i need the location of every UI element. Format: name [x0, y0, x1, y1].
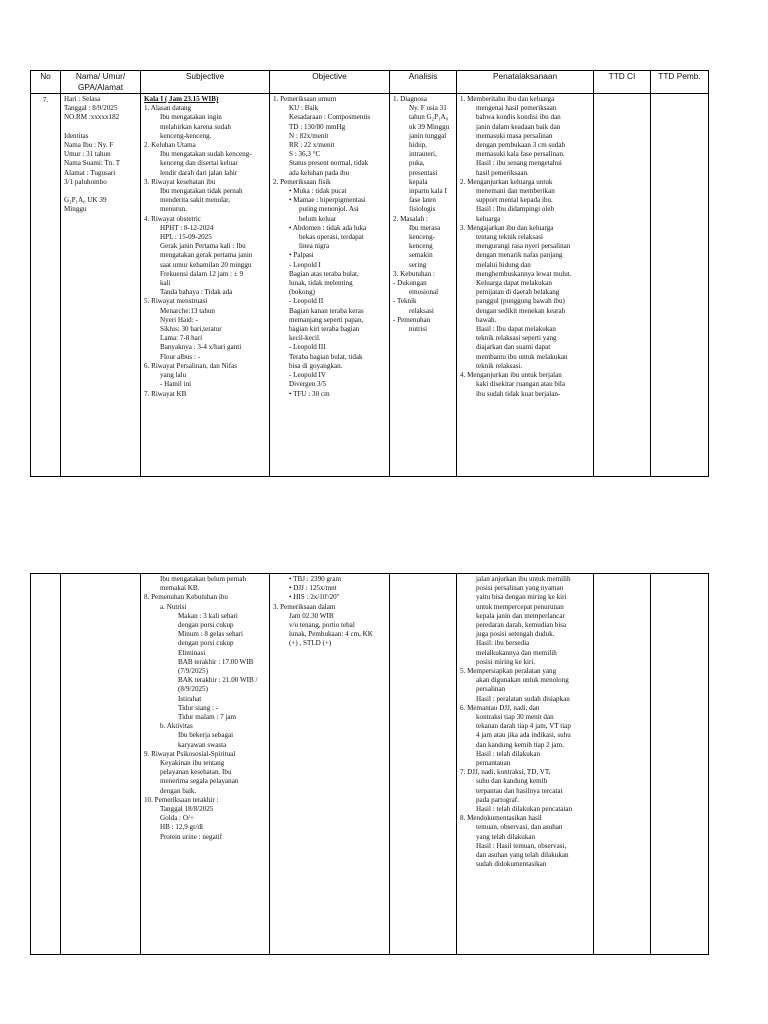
text-line: kenceng-kenceng. [160, 131, 212, 140]
text-line: kecil-kecil. [289, 334, 321, 343]
text-line: emosional [409, 288, 439, 297]
text-line: dengan baik. [160, 786, 197, 795]
text-line: keluarga [476, 214, 501, 223]
header-objective: Objective [270, 71, 390, 94]
text-line: - Teknik [393, 297, 417, 306]
text-line: dengan menarik nafas panjang [476, 251, 563, 260]
text-line: HB : 12,9 gr/dl [160, 823, 203, 832]
text-line: posisi persalinan yang nyaman [476, 584, 564, 593]
text-line: Lama: 7-8 hari [160, 334, 203, 343]
text-line: persalinan [476, 685, 506, 694]
text-line: dan asuhan yang telah dilakukan [476, 851, 569, 860]
analisis-content [390, 94, 456, 334]
text-line: bekas operasi, terdapat [299, 233, 364, 242]
text-line: janin dalam keadaan baik dan [476, 122, 561, 131]
text-line: dengan porsi cukup [178, 639, 234, 648]
text-line: Nama Ibu : Ny. F [64, 141, 114, 150]
text-line: - Hamil ini [160, 380, 192, 389]
text-line: tekanan darah tiap 4 jam, VT tiap [476, 722, 571, 731]
text-line: Istirahat [178, 694, 202, 703]
text-line: Ibu mengatakan belum pernah [160, 575, 247, 583]
text-line: dengan porsi cukup [178, 621, 234, 630]
text-line: Bagian atas teraba bulat, [289, 269, 359, 278]
text-line: intrauteri, [409, 150, 437, 159]
text-line [64, 123, 137, 132]
text-line: puting menonjol. Asi [299, 205, 359, 214]
text-line: 1. Diagnosa [393, 95, 427, 103]
text-line: melalui hidung dan [476, 260, 531, 269]
text-line: ibu sudah tidak kuat berjalan- [476, 389, 561, 398]
text-line: dan kandung kemih tiap 2 jam. [476, 740, 564, 749]
text-line: KU : Baik [289, 104, 319, 113]
text-line: memakai KB. [160, 584, 200, 593]
penatalaksanaan-content [457, 94, 593, 399]
table-row [31, 94, 709, 477]
text-line: sering [409, 260, 427, 269]
text-line: yang lalu [160, 371, 187, 380]
text-line: sudah didokumentasikan [476, 860, 547, 869]
text-line: melahirkan karena sudah [160, 122, 231, 131]
text-line: linea nigra [299, 242, 330, 251]
text-line: janin tunggal [409, 131, 447, 140]
text-line: kenceng [409, 242, 433, 251]
text-line: Nyeri Haid: - [160, 315, 198, 324]
text-line: 1. Pemeriksaan umum [273, 95, 337, 103]
analisis-cell [390, 94, 457, 477]
subjective-cell [141, 574, 270, 955]
text-line: - Leopold I [289, 260, 321, 269]
text-line: Kesadaraan : Composmentis [289, 113, 371, 122]
text-line: Nama Suami: Tn. T [64, 159, 121, 168]
text-line: 2. Menganjurkan keluarga untuk [460, 177, 553, 186]
text-line: 3. Kebutuhan : [393, 269, 435, 278]
text-line: v/u tenang, portio tebal [289, 621, 355, 630]
header-penatalaksanaan: Penatalaksanaan [457, 71, 594, 94]
text-line: kepala janin dan memperlancar [476, 611, 565, 620]
text-line: HPHT : 8-12-2024 [160, 223, 214, 232]
text-line: dengan sedikit menekan kearah [476, 306, 566, 315]
text-line: Hasil: ibu bersedia [476, 639, 530, 648]
text-line: 3. Mengajarkan ibu dan keluarga [460, 223, 554, 232]
text-line: a. Nutrisi [160, 602, 187, 611]
text-line: bahwa kondis kondisi ibu dan [476, 113, 561, 122]
text-line: S : 36,3 °C [289, 150, 321, 159]
text-line: Jam 02.30 WIB [289, 611, 334, 620]
text-line: Ibu mengatakan sudah kenceng- [160, 150, 252, 159]
text-line: membantu ibu untuk melakukan [476, 352, 568, 361]
text-line: 7. Riwayat KB [144, 389, 187, 398]
header-row [31, 71, 709, 94]
text-line: (bokong) [289, 288, 316, 297]
text-line: Divergen 3/5 [289, 380, 327, 389]
text-line: melalkukannya dan memilih [476, 648, 557, 657]
text-line: Golda : O/+ [160, 814, 194, 823]
penatalaksanaan-content [457, 574, 593, 870]
text-line: • TBJ : 2390 gram [289, 575, 342, 583]
text-line: temuan, observasi, dan asuhan [476, 823, 563, 832]
text-line: teknik relaksasi seperti yang [476, 334, 557, 343]
text-line: terpantau dan hasilnya tercatat [476, 786, 563, 795]
text-line: pada partograf. [476, 795, 519, 804]
text-line: • Mamae : hiperpigmentasi [289, 196, 366, 205]
text-line: memasuki masa persalinan [476, 131, 553, 140]
text-line: juga posisi setengah duduk. [476, 630, 555, 639]
soap-table-page-1 [30, 70, 709, 477]
text-line: Banyaknya : 3-4 x/hari ganti [160, 343, 242, 352]
text-line: Hari : Selasa [64, 95, 101, 103]
header-no: No [31, 71, 61, 94]
text-line: menemani dan memberikan [476, 187, 555, 196]
text-line: • Muka : tidak pucat [289, 187, 347, 196]
text-line: lunak, Pembukaan: 4 cm, KK [289, 630, 373, 639]
text-line: kenceng- [409, 233, 435, 242]
text-line: Eliminasi [178, 648, 206, 657]
text-line: Bagian kanan teraba keras [289, 306, 364, 315]
objective-cell [270, 574, 390, 955]
text-line: • HIS : 2x/10'/20" [289, 593, 340, 602]
text-line: - Leopold III [289, 343, 326, 352]
text-line: fase laten [409, 196, 436, 205]
text-line: support mental kepada ibu. [476, 196, 553, 205]
text-line: 4. Menganjurkan ibu untuk berjalan [460, 371, 562, 380]
text-line: kenceng dan disertai keluar [160, 159, 238, 168]
table-row [31, 574, 709, 955]
text-line: menurun. [160, 205, 187, 214]
text-line: Keluarga dapat melakukan [476, 279, 552, 288]
text-line: presentasi [409, 168, 438, 177]
text-line: diajarkan dan suami dapat [476, 343, 551, 352]
ttd-pemb-cell [651, 94, 709, 477]
text-line: N : 82x/menit [289, 131, 329, 140]
nama-content [61, 94, 140, 215]
text-line: fisiologis [409, 205, 436, 214]
text-line: NO.RM :xxxxx182 [64, 113, 120, 122]
subjective-content [141, 574, 269, 842]
text-line: RR : 22 x/menit [289, 141, 335, 150]
text-line: saat umur kehamilan 20 minggu [160, 260, 252, 269]
no-cell [31, 574, 61, 955]
text-line: 3/1 paluhombo [64, 177, 107, 186]
penatalaksanaan-cell [457, 574, 594, 955]
no-cell [31, 94, 61, 477]
text-line: 1. Memberitahu ibu dan keluarga [460, 95, 555, 103]
text-line: karyawan swasta [178, 740, 227, 749]
text-line: tentang teknik relaksasi [476, 233, 543, 242]
header-ttd-ci: TTD CI [594, 71, 651, 94]
text-line: hasil pemeriksaan. [476, 168, 529, 177]
text-line: teknik relaksasi. [476, 361, 523, 370]
text-line: Ny. F usia 31 [409, 104, 447, 113]
text-line: menderita sakit menular, [160, 196, 231, 205]
soap-table-page-2 [30, 573, 709, 955]
objective-content [270, 94, 389, 399]
text-line: Identitas [64, 131, 89, 140]
text-line: Flour albus : - [160, 352, 200, 361]
text-line: BAK terakhir : 21.00 WIB / [178, 676, 258, 685]
text-line: yang telah dilakukan [476, 832, 536, 841]
text-line: • Abdomen : tidak ada luka [289, 223, 367, 232]
subjective-content [141, 94, 269, 399]
text-line: bawah. [476, 315, 497, 324]
text-line: panggul (punggung bawah ibu) [476, 297, 565, 306]
text-line: 8. Mendokumentasikan hasil [460, 814, 542, 823]
text-line: Hasil : Ibu didampingi oleh [476, 205, 555, 214]
text-line: BAB terakhir : 17.00 WIB [178, 657, 254, 666]
text-line: nutrisi [409, 325, 428, 334]
text-line: Ibu mengatakan ingin [160, 113, 222, 122]
text-line [64, 187, 137, 196]
text-line: Protein urine : negatif [160, 832, 223, 841]
text-line: 5. Mempersiapkan peralatan yang [460, 667, 557, 676]
text-line: Tanggal : 8/9/2025 [64, 104, 118, 113]
text-line: yaitu bisa dengan miring ke kiri [476, 593, 567, 602]
text-line: 5. Riwayat menstruasi [144, 297, 208, 306]
text-line: Hasil : Ibu dapat melakukan [476, 325, 556, 334]
text-line: hidup, [409, 141, 427, 150]
text-line: 4 jam atau jika ada indikasi, suhu [476, 731, 571, 740]
objective-cell [270, 94, 390, 477]
text-line: 3. Pemeriksaan dalam [273, 602, 336, 611]
text-line: kepala [409, 177, 428, 186]
text-line: Ibu mengatakan tidak pernah [160, 187, 243, 196]
text-line: mengurangi rasa nyeri persalinan [476, 242, 571, 251]
text-line: memasuki kala fase persalinan. [476, 150, 565, 159]
text-line: uk 39 Minggu [409, 122, 450, 131]
text-line: - Leopold II [289, 297, 324, 306]
text-line: 10. Pemeriksaan terakhir : [144, 795, 219, 804]
text-line: Tanggal 18/8/2025 [160, 805, 214, 814]
text-line: 4. Riwayat obstetric [144, 214, 201, 223]
text-line: dengan pembukaan 3 cm sudah [476, 141, 566, 150]
text-line: • DJJ : 125x/mnt [289, 584, 337, 593]
text-line: untuk mempercepat penurunan [476, 602, 564, 611]
text-line: kontraksi tiap 30 menit dan [476, 713, 554, 722]
text-line: Status present normal, tidak [289, 159, 369, 168]
text-line: Tidur siang : - [178, 703, 219, 712]
text-line: 3. Riwayat kesehatan ibu [144, 177, 216, 186]
text-line: Siklus: 30 hari,teratur [160, 325, 222, 334]
text-line: pelayanan kesehatan. Ibu [160, 768, 232, 777]
objective-content [270, 574, 389, 649]
text-line: Umur : 31 tahun [64, 150, 111, 159]
text-line: Kala I ( Jam 23.15 WIB) [144, 95, 219, 103]
text-line: bagian kiri teraba bagian [289, 325, 360, 334]
text-line: belum keluar [299, 214, 337, 223]
text-line: semakin [409, 251, 433, 260]
text-line: - Pemenuhan [393, 315, 431, 324]
subjective-cell [141, 94, 270, 477]
text-line: Tidur malam : 7 jam [178, 713, 237, 722]
text-line: Ibu merasa [409, 223, 441, 232]
header-subjective: Subjective [141, 71, 270, 94]
text-line: TD : 130/80 mmHg [289, 122, 346, 131]
text-line: lendir darah dari jalan lahir [160, 168, 238, 177]
text-line: 6. Riwayat Persalinan, dan Nifas [144, 361, 237, 370]
text-line: - Dukungan [393, 279, 427, 288]
text-line: 2. Masalah : [393, 214, 428, 223]
header-ttd-pemb: TTD Pemb. [651, 71, 709, 94]
text-line: inpartu kala I [409, 187, 447, 196]
text-line: 1. Alasan datang [144, 104, 192, 113]
text-line: (+) , STLD (+) [289, 639, 332, 648]
text-line: 7. DJJ, nadi, kontraksi, TD, VT, [460, 768, 551, 777]
text-line: Ibu bekerja sebagai [178, 731, 234, 740]
text-line: pemijatan di daerah belakang [476, 288, 560, 297]
text-line: - Leopold IV [289, 371, 327, 380]
text-line: Hasil : telah dilakukan pencatatan [476, 805, 573, 814]
text-line: kali [160, 279, 171, 288]
text-line: mengatakan gerak pertama janin [160, 251, 253, 260]
text-line: 2. Keluhan Utama [144, 141, 196, 150]
text-line: Frekuensi dalam 12 jam : ± 9 [160, 269, 244, 278]
row-number: 7. [42, 95, 49, 104]
text-line: Alamat : Tugusari [64, 168, 116, 177]
text-line: jalan anjurkan ibu untuk memilih [476, 575, 571, 583]
text-line: Gerak janin Pertama kali : Ibu [160, 242, 246, 251]
text-line: 6. Memantau DJJ, nadi, dan [460, 703, 540, 712]
text-line: Teraba bagian bulat, tidak [289, 352, 363, 361]
header-nama: Nama/ Umur/ GPA/Alamat [61, 71, 141, 94]
text-line: puka, [409, 159, 425, 168]
text-line: • TFU : 30 cm [289, 389, 330, 398]
text-line: G₂P₁A₀ UK 39 [64, 196, 107, 205]
text-line: memanjang seperti papan, [289, 315, 364, 324]
header-analisis: Analisis [390, 71, 457, 94]
penatalaksanaan-cell [457, 94, 594, 477]
text-line: 9. Riwayat Psikososial-Spiritual [144, 749, 236, 758]
text-line: Tanda bahaya : Tidak ada [160, 288, 233, 297]
text-line: (7/9/2025) [178, 667, 208, 676]
text-line: akan digunakan untuk menolong [476, 676, 569, 685]
ttd-pemb-cell [651, 574, 709, 955]
text-line: Minum : 8 gelas sehari [178, 630, 244, 639]
text-line: Hasil : ibu senang mengetahui [476, 159, 562, 168]
text-line: (8/9/2025) [178, 685, 208, 694]
text-line: relaksasi [409, 306, 434, 315]
text-line: Hasil : telah dilakukan [476, 749, 541, 758]
ttd-ci-cell [594, 574, 651, 955]
text-line: b. Aktivitas [160, 722, 193, 731]
analisis-cell [390, 574, 457, 955]
text-line: kaki disekitar ruangan atau bila [476, 380, 566, 389]
text-line: suhu dan kandung kemih [476, 777, 548, 786]
text-line: Hasil : peralatan sudah disiapkan [476, 694, 570, 703]
text-line: Makan : 3 kali sehari [178, 611, 238, 620]
nama-cell [61, 574, 141, 955]
ttd-ci-cell [594, 94, 651, 477]
text-line: Keyakinan ibu tentang [160, 759, 225, 768]
text-line: menerima segala pelayanan [160, 777, 239, 786]
text-line: peredaran darah, kemudian bisa [476, 621, 567, 630]
text-line: menghembuskannya lewat mulut. [476, 269, 572, 278]
nama-cell [61, 94, 141, 477]
text-line: Hasil : Hasil temuan, observasi, [476, 841, 567, 850]
text-line: 2. Pemeriksaan fisik [273, 177, 331, 186]
text-line: pemantauan [476, 759, 511, 768]
text-line: ada keluhan pada ibu [289, 168, 350, 177]
text-line: • Palpasi [289, 251, 314, 260]
text-line: mengenai hasil pemeriksaan [476, 104, 557, 113]
text-line: lunak, tidak melenting [289, 279, 353, 288]
text-line: Menarche:13 tahun [160, 306, 215, 315]
text-line: posisi miring ke kiri. [476, 657, 536, 666]
text-line: bisa di goyangkan. [289, 361, 343, 370]
text-line: HPL : 15-09-2025 [160, 233, 212, 242]
text-line: Minggu [64, 205, 87, 214]
text-line: 8. Pemenuhan Kebutuhan ibu [144, 593, 228, 602]
text-line: tahun G₂P₁A₀ [409, 113, 449, 122]
